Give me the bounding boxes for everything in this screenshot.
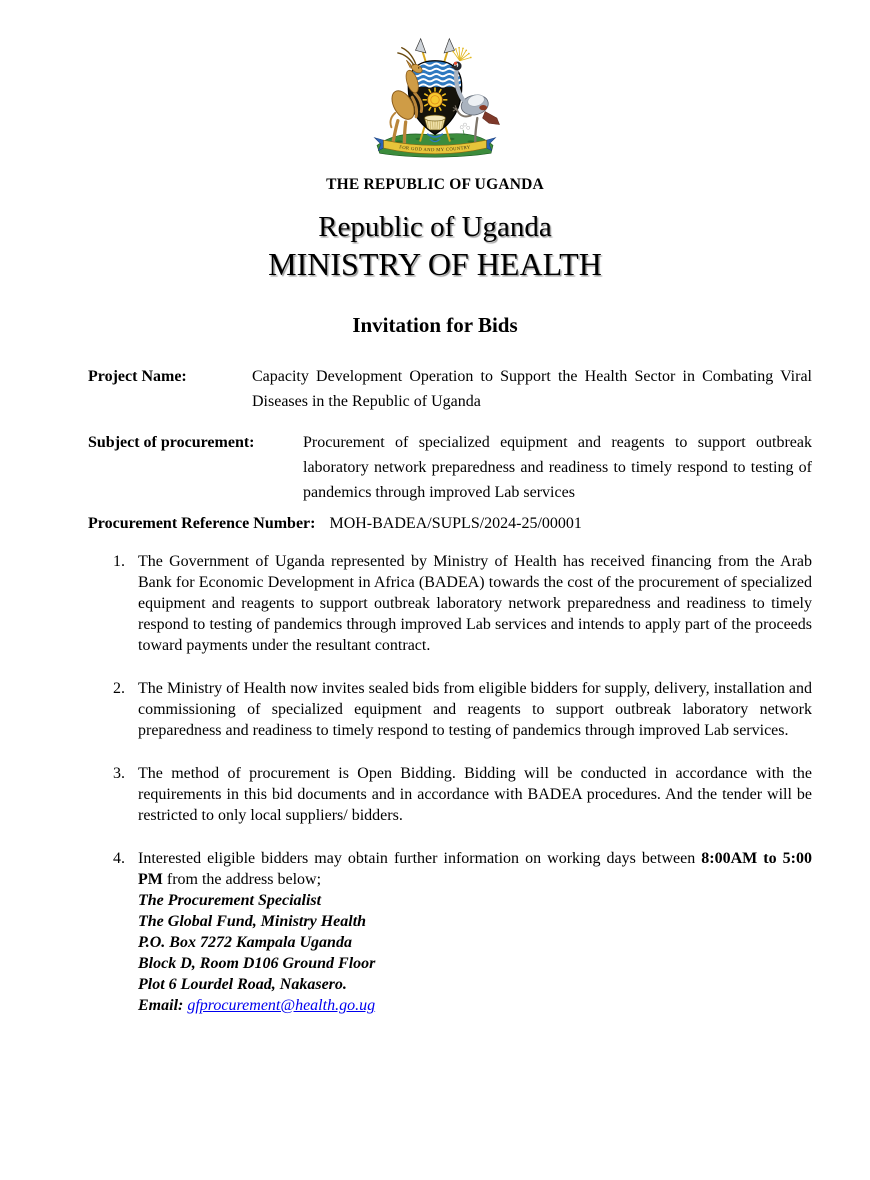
contact-address (138, 890, 812, 1016)
document-header (0, 0, 870, 338)
list-item (88, 678, 812, 741)
list-item-number: 3. (113, 765, 125, 782)
address-line: The Procurement Specialist (138, 892, 322, 909)
list-item (88, 551, 812, 656)
item4-prefix: Interested eligible bidders may obtain further information on working days between (138, 850, 702, 867)
list-item-number: 4. (113, 850, 125, 867)
cotton-flowers-icon (460, 123, 470, 135)
email-label: Email: (138, 997, 188, 1014)
ministry-title: MINISTRY OF HEALTH (268, 246, 602, 282)
list-item-text: The Ministry of Health now invites sealed bids from eligible bidders for supply, delivery, installation and commissioning of specialized equipment and reagents to support outbreak laboratory network preparedness and readiness to timely respond to testing of pandemics through improved Lab services. (138, 680, 812, 739)
subject-value: Procurement of specialized equipment and reagents to support outbreak laboratory network preparedness and readiness to timely respond to testing of pandemics through improved Lab services (303, 434, 812, 501)
reference-value: MOH-BADEA/SUPLS/2024-25/00001 (329, 515, 582, 532)
list-item (88, 763, 812, 826)
working-hours: 8:00AM to 5:00 PM (138, 850, 813, 888)
project-name-label: Project Name: (88, 368, 187, 385)
list-item-text (138, 848, 812, 1016)
document-body (0, 338, 870, 1016)
drum-icon (425, 115, 446, 130)
bid-conditions-list (88, 551, 812, 1016)
item4-suffix: from the address below; (162, 871, 322, 888)
subject-row (88, 430, 812, 505)
list-item-number: 1. (113, 553, 125, 570)
list-item (88, 848, 812, 1016)
list-item-number: 2. (113, 680, 125, 697)
address-line: Block D, Room D106 Ground Floor (138, 955, 376, 972)
project-name-row (88, 364, 812, 414)
address-line: The Global Fund, Ministry Health (138, 913, 367, 930)
emblem-caption: THE REPUBLIC OF UGANDA (326, 176, 544, 193)
uganda-coat-of-arms-icon (360, 36, 510, 163)
project-name-value: Capacity Development Operation to Support the Health Sector in Combating Viral Diseases in the Republic of Uganda (252, 368, 812, 410)
antelope-supporter-icon (387, 48, 423, 149)
page-title: Invitation for Bids (352, 313, 518, 337)
country-title: Republic of Uganda (318, 211, 552, 243)
reference-label: Procurement Reference Number: (88, 515, 316, 532)
motto-text: FOR GOD AND MY COUNTRY (398, 145, 472, 154)
list-item-text: The Government of Uganda represented by Ministry of Health has received financing from the Arab Bank for Economic Development in Africa (BADEA) towards the cost of the procurement of specialized equipment and reagents to support outbreak laboratory network preparedness and readiness to timely respond to testing of pandemics through improved Lab services and intends to apply part of the proceeds toward payments under the resultant contract. (138, 553, 812, 654)
list-item-text: The method of procurement is Open Bidding. Bidding will be conducted in accordance with the requirements in this bid documents and in accordance with BADEA procedures. And the tender will be restricted to only local suppliers/ bidders. (138, 765, 812, 824)
reference-row (88, 511, 812, 536)
address-line: Plot 6 Lourdel Road, Nakasero. (138, 976, 347, 993)
address-line: P.O. Box 7272 Kampala Uganda (138, 934, 352, 951)
subject-label: Subject of procurement: (88, 434, 255, 451)
email-row (138, 995, 812, 1016)
email-link[interactable]: gfprocurement@health.go.ug (187, 997, 376, 1014)
